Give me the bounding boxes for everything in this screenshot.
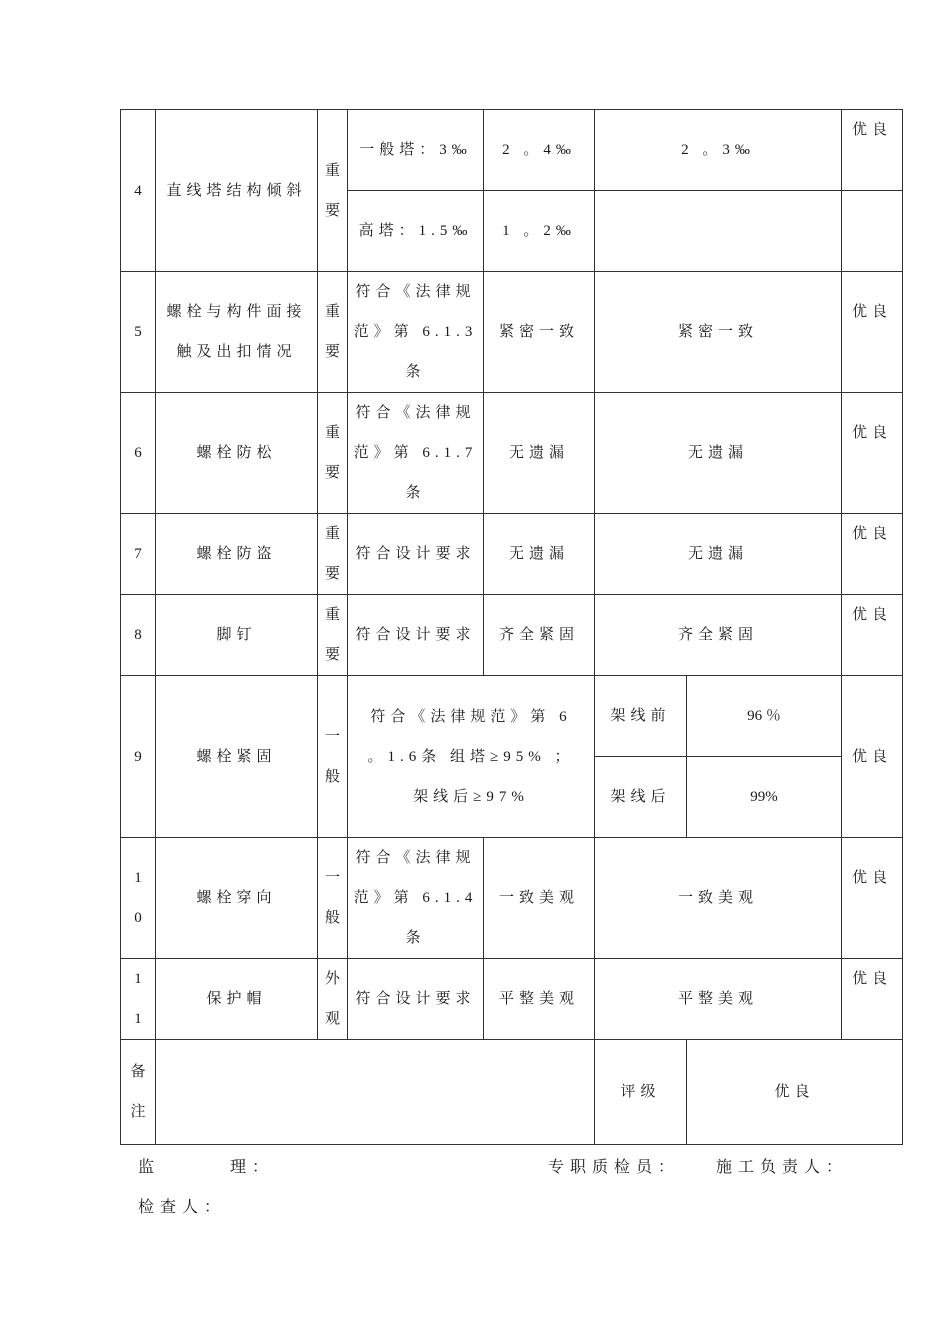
item-name: 直线塔结构倾斜 <box>156 110 318 272</box>
check-value: 平整美观 <box>484 959 595 1040</box>
standard: 一般塔：3‰ <box>348 110 484 191</box>
check-value: 齐全紧固 <box>484 595 595 676</box>
remarks-label: 备注 <box>121 1040 156 1145</box>
result-value: 一致美观 <box>595 838 842 959</box>
standard: 符合《法律规范》第 6.1.3 条 <box>348 272 484 393</box>
evaluation: 优良 <box>842 272 903 393</box>
remarks-row <box>121 1040 903 1145</box>
row-number: 8 <box>121 595 156 676</box>
table-row <box>121 676 903 757</box>
remarks-content <box>156 1040 595 1145</box>
item-name: 螺栓防盗 <box>156 514 318 595</box>
result-value: 平整美观 <box>595 959 842 1040</box>
standard: 符合《法律规范》第 6.1.4 条 <box>348 838 484 959</box>
item-name: 螺栓紧固 <box>156 676 318 838</box>
check-value: 紧密一致 <box>484 272 595 393</box>
row-number: 4 <box>121 110 156 272</box>
item-level: 重要 <box>318 110 348 272</box>
item-level: 重要 <box>318 595 348 676</box>
inspector-label: 检查人： <box>138 1199 227 1216</box>
supervisor-label: 监 理： <box>138 1159 275 1176</box>
item-level: 外观 <box>318 959 348 1040</box>
standard: 符合《法律规范》第 6 。1.6条 组塔≥95% ；架线后≥97% <box>348 676 595 838</box>
evaluation: 优良 <box>842 110 903 191</box>
row-number: 6 <box>121 393 156 514</box>
result-value: 2 。3‰ <box>595 110 842 191</box>
inspection-table <box>120 109 903 1145</box>
phase-label: 架线后 <box>595 757 687 838</box>
item-name: 螺栓防松 <box>156 393 318 514</box>
row-number: 7 <box>121 514 156 595</box>
result-value: 96 ％ <box>687 676 842 757</box>
evaluation: 优良 <box>842 595 903 676</box>
check-value: 2 。4‰ <box>484 110 595 191</box>
item-level: 一般 <box>318 676 348 838</box>
table-row <box>121 595 903 676</box>
item-level: 重要 <box>318 393 348 514</box>
result-value <box>595 191 842 272</box>
table-row <box>121 514 903 595</box>
table-row <box>121 272 903 393</box>
item-level: 重要 <box>318 514 348 595</box>
result-value: 齐全紧固 <box>595 595 842 676</box>
qc-inspector-label: 专职质检员： <box>548 1159 681 1176</box>
item-name: 螺栓穿向 <box>156 838 318 959</box>
result-value: 紧密一致 <box>595 272 842 393</box>
check-value: 无遗漏 <box>484 393 595 514</box>
evaluation: 优良 <box>842 514 903 595</box>
result-value: 无遗漏 <box>595 514 842 595</box>
grade-value: 优良 <box>687 1040 903 1145</box>
table-row <box>121 838 903 959</box>
table-row <box>121 393 903 514</box>
evaluation: 优良 <box>842 959 903 1040</box>
item-name: 螺栓与构件面接触及出扣情况 <box>156 272 318 393</box>
check-value: 1 。2‰ <box>484 191 595 272</box>
result-value: 99% <box>687 757 842 838</box>
table-row <box>121 110 903 191</box>
evaluation: 优良 <box>842 393 903 514</box>
construction-lead-label: 施工负责人： <box>716 1159 849 1176</box>
table-row <box>121 959 903 1040</box>
standard: 符合设计要求 <box>348 959 484 1040</box>
item-level: 一般 <box>318 838 348 959</box>
signature-line <box>138 1153 858 1183</box>
grade-label: 评级 <box>595 1040 687 1145</box>
item-name: 脚钉 <box>156 595 318 676</box>
row-number: 10 <box>121 838 156 959</box>
standard: 符合设计要求 <box>348 595 484 676</box>
row-number: 5 <box>121 272 156 393</box>
standard: 高塔：1.5‰ <box>348 191 484 272</box>
evaluation: 优良 <box>842 838 903 959</box>
evaluation: 优良 <box>842 676 903 838</box>
check-value: 一致美观 <box>484 838 595 959</box>
row-number: 9 <box>121 676 156 838</box>
row-number: 11 <box>121 959 156 1040</box>
phase-label: 架线前 <box>595 676 687 757</box>
standard: 符合《法律规范》第 6.1.7 条 <box>348 393 484 514</box>
item-level: 重要 <box>318 272 348 393</box>
evaluation-empty <box>842 191 903 272</box>
standard: 符合设计要求 <box>348 514 484 595</box>
check-value: 无遗漏 <box>484 514 595 595</box>
result-value: 无遗漏 <box>595 393 842 514</box>
item-name: 保护帽 <box>156 959 318 1040</box>
